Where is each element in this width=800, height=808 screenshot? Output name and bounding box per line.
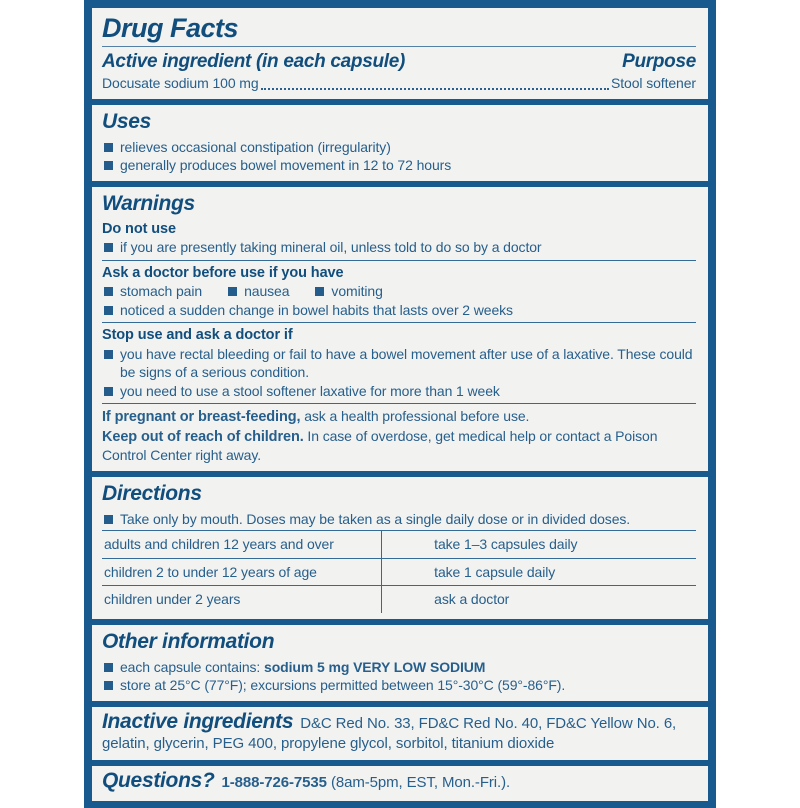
ingredient-name: Docusate sodium 100 mg: [102, 75, 259, 91]
warnings-panel: [92, 187, 708, 471]
do-not-use-heading: Do not use: [102, 220, 176, 237]
active-ingredient-header-row: [102, 49, 696, 74]
symptom-item: nausea: [226, 282, 289, 301]
warnings-heading: Warnings: [102, 191, 195, 215]
bullet-icon: [104, 681, 113, 690]
inactive-ingredients-panel: [92, 707, 708, 760]
drug-facts-title: Drug Facts: [102, 13, 239, 43]
bullet-icon: [104, 663, 113, 672]
sodium-content: sodium 5 mg VERY LOW SODIUM: [264, 658, 486, 675]
dosage-population: children 2 to under 12 years of age: [104, 563, 317, 580]
directions-intro: Take only by mouth. Doses may be taken as a single daily dose or in divided doses.: [102, 510, 696, 529]
active-ingredient-row: [102, 74, 696, 93]
stop-use-item: you have rectal bleeding or fail to have a bowel movement after use of a laxative. These could be signs of a serious condition.: [102, 345, 696, 382]
dosage-table: [102, 530, 696, 613]
bullet-icon: [104, 143, 113, 152]
ask-doctor-symptoms-row: [102, 282, 696, 301]
directions-heading: Directions: [102, 481, 202, 505]
bullet-icon: [104, 387, 113, 396]
header-panel: [92, 8, 708, 99]
dosage-amount: take 1–3 capsules daily: [381, 531, 696, 558]
questions-heading: Questions?: [102, 768, 215, 792]
dosage-population: children under 2 years: [104, 591, 241, 607]
warnings-divider: [102, 403, 696, 404]
directions-panel: [92, 477, 708, 619]
warnings-divider: [102, 322, 696, 323]
dosage-amount: ask a doctor: [381, 586, 696, 613]
uses-item: relieves occasional constipation (irregularity): [102, 138, 696, 157]
questions-panel: [92, 766, 708, 801]
phone-hours: (8am-5pm, EST, Mon.-Fri.).: [330, 773, 511, 791]
inactive-ingredients-heading: Inactive ingredients: [102, 709, 294, 733]
uses-panel: [92, 105, 708, 181]
bullet-icon: [104, 243, 113, 252]
pregnant-warning: If pregnant or breast-feeding, ask a health professional before use.: [102, 408, 530, 425]
symptom-item: vomiting: [313, 282, 382, 301]
phone-number: 1-888-726-7535: [221, 773, 327, 791]
stop-use-heading: Stop use and ask a doctor if: [102, 327, 293, 343]
bullet-icon: [104, 306, 113, 315]
uses-item: generally produces bowel movement in 12 to 72 hours: [102, 156, 696, 175]
keep-out-warning: Keep out of reach of children. In case of overdose, get medical help or contact a Poison Control Center right away.: [102, 427, 658, 463]
dosage-amount: take 1 capsule daily: [381, 559, 696, 586]
dosage-row: [102, 530, 696, 558]
header-divider: [102, 46, 696, 47]
bullet-icon: [104, 287, 113, 296]
ingredient-purpose: Stool softener: [611, 75, 696, 91]
bullet-icon: [228, 287, 237, 296]
dosage-population: adults and children 12 years and over: [104, 536, 334, 552]
dosage-row: [102, 585, 696, 613]
ask-doctor-heading: Ask a doctor before use if you have: [102, 264, 344, 281]
bullet-icon: [104, 350, 113, 359]
do-not-use-item: if you are presently taking mineral oil, unless told to do so by a doctor: [102, 238, 696, 257]
capsule-contents-item: each capsule contains: sodium 5 mg VERY LOW SODIUM: [102, 658, 696, 677]
purpose-heading: Purpose: [622, 51, 696, 72]
symptom-item: stomach pain: [102, 282, 202, 301]
other-information-heading: Other information: [102, 629, 275, 653]
bullet-icon: [315, 287, 324, 296]
bullet-icon: [104, 161, 113, 170]
storage-item: store at 25°C (77°F); excursions permitted between 15°-30°C (59°-86°F).: [102, 676, 696, 695]
ask-doctor-item: noticed a sudden change in bowel habits that lasts over 2 weeks: [102, 301, 696, 320]
bullet-icon: [104, 515, 113, 524]
questions-line: [102, 769, 696, 795]
dosage-row: [102, 558, 696, 586]
active-ingredient-heading: Active ingredient (in each capsule): [102, 51, 406, 72]
drug-facts-label: [84, 0, 716, 808]
uses-heading: Uses: [102, 109, 152, 133]
stop-use-item: you need to use a stool softener laxative for more than 1 week: [102, 382, 696, 401]
dot-leader: [261, 88, 609, 90]
inactive-ingredients-text: Inactive ingredients D&C Red No. 33, FD&C Red No. 40, FD&C Yellow No. 6, gelatin, glycerin, PEG 400, propylene glycol, sorbitol, titanium dioxide: [102, 709, 677, 752]
other-information-panel: [92, 625, 708, 701]
warnings-divider: [102, 260, 696, 261]
